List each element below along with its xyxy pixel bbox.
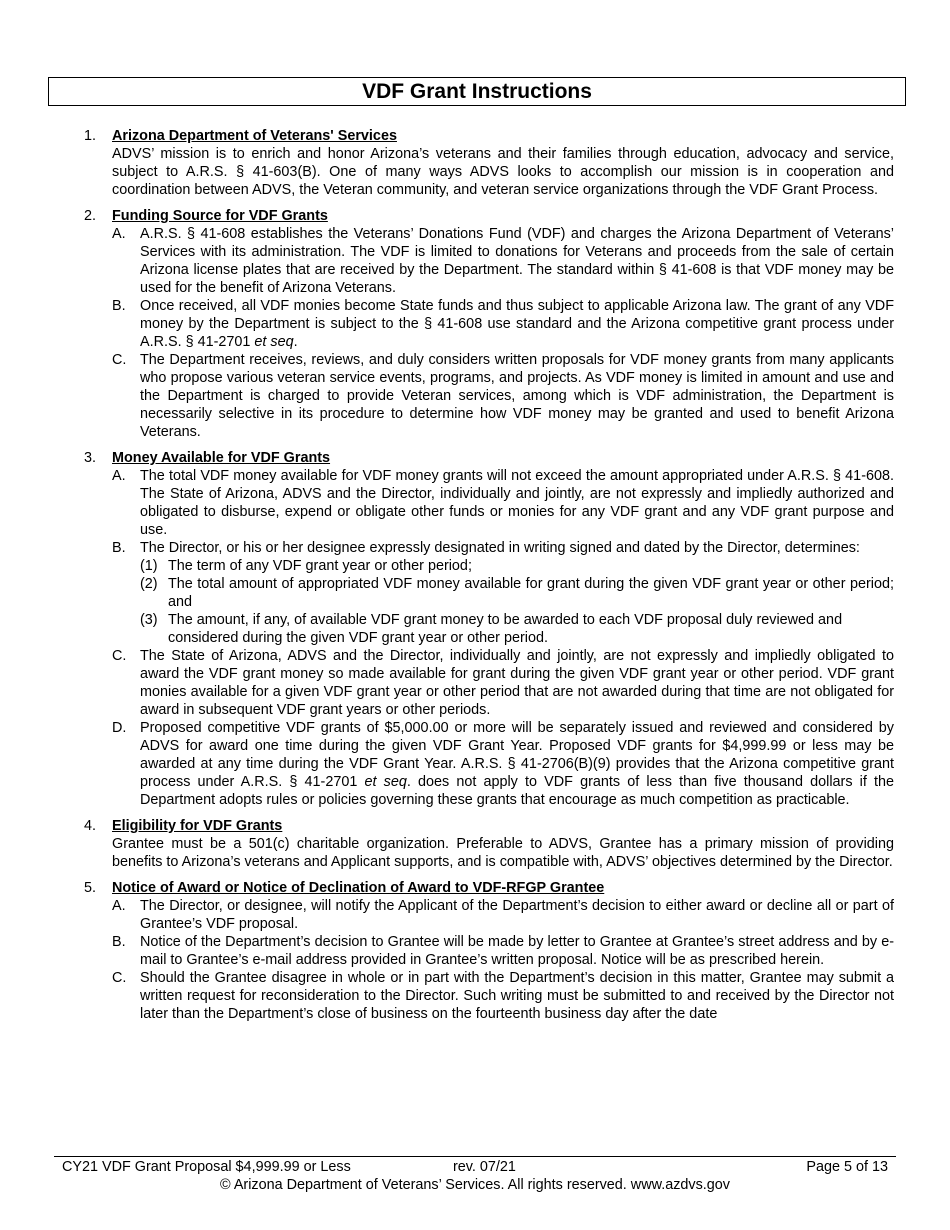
item-text: Notice of the Department’s decision to Grantee will be made by letter to Grantee at Grantee’s street address and by e-mail to Grantee’s e-mail address provided in Grantee’s written proposal. Notice will be as prescribed herein. [140, 934, 894, 968]
list-item [112, 539, 894, 647]
item-label: B. [112, 298, 126, 314]
item-text: The Department receives, reviews, and duly considers written proposals for VDF money grants from many applicants who propose various veteran service events, programs, and projects. As VDF money is limited in amount and use and the Department is charged to provide Veteran services, among which is VDF administration, the Department is necessarily selective in its procedure to determine how VDF money may be granted and used to benefit Arizona Veterans. [140, 352, 894, 440]
item-text: Once received, all VDF monies become State funds and thus subject to applicable Arizona law. The grant of any VDF money by the Department is subject to the § 41-608 use standard and the Arizona competitive grant process under A.R.S. § 41-2701 [140, 298, 894, 350]
list-item [112, 467, 894, 539]
section-1 [84, 127, 894, 199]
item-italic: et seq [254, 334, 294, 350]
section-heading: Arizona Department of Veterans' Services [112, 128, 397, 144]
list-item [112, 351, 894, 441]
page-title: VDF Grant Instructions [48, 77, 906, 106]
item-text: The State of Arizona, ADVS and the Director, individually and jointly, are not expressly and impliedly obligated to award the VDF grant money so made available for grant during the given VDF grant year or other period. VDF grant monies available for a given VDF grant year or other period that are not awarded during that time are not obligated for award in subsequent VDF grant years or other periods. [140, 648, 894, 718]
sub-item [140, 557, 894, 575]
section-3 [84, 449, 894, 809]
item-label: A. [112, 468, 126, 484]
footer-divider [54, 1156, 896, 1157]
item-label: B. [112, 934, 126, 950]
section-heading: Money Available for VDF Grants [112, 450, 331, 466]
item-tail: . does not apply to VDF grants of less than five thousand dollars if the Department adopts rules or policies governing these grants that encourage as much competition as practicable. [140, 774, 894, 808]
item-label: D. [112, 720, 127, 736]
document-body [84, 127, 894, 1031]
sub-item-label: (3) [140, 612, 158, 628]
section-number: 4. [84, 818, 97, 834]
item-label: A. [112, 226, 126, 242]
item-italic: et seq [364, 774, 407, 790]
item-text: The total VDF money available for VDF money grants will not exceed the amount appropriated under A.R.S. § 41-608. The State of Arizona, ADVS and the Director, individually and jointly, are not expressly and impliedly authorized and obligated to disburse, expend or obligate other funds or monies for any VDF grant and any VDF grant purpose and use. [140, 468, 894, 538]
section-number: 1. [84, 128, 97, 144]
list-item [112, 933, 894, 969]
footer-doc-title: CY21 VDF Grant Proposal $4,999.99 or Less [62, 1159, 351, 1175]
section-body: Grantee must be a 501(c) charitable organization. Preferable to ADVS, Grantee has a primary mission of providing benefits to Arizona’s veterans and Applicant supports, and is compatible with, ADVS’ objectives determined by the Director. [112, 836, 894, 870]
sub-item [140, 575, 894, 611]
item-label: B. [112, 540, 126, 556]
list-item [112, 647, 894, 719]
section-number: 5. [84, 880, 97, 896]
item-tail: . [293, 334, 298, 350]
section-heading: Notice of Award or Notice of Declination of Award to VDF-RFGP Grantee [112, 880, 605, 896]
item-text: A.R.S. § 41-608 establishes the Veterans’ Donations Fund (VDF) and charges the Arizona Department of Veterans’ Services with its administration. The VDF is limited to donations for Veterans and proceeds from the sale of certain Arizona license plates that are received by the Department. The standard within § 41-608 is that VDF money may be used for the benefit of Arizona Veterans. [140, 226, 894, 296]
footer-copyright: © Arizona Department of Veterans’ Services. All rights reserved. www.azdvs.gov [220, 1177, 730, 1193]
sub-item-text: The amount, if any, of available VDF grant money to be awarded to each VDF proposal duly reviewed and considered during the given VDF grant year or other period. [168, 612, 843, 646]
sub-item-label: (1) [140, 558, 158, 574]
section-heading: Eligibility for VDF Grants [112, 818, 283, 834]
sub-item-text: The term of any VDF grant year or other period; [168, 558, 472, 574]
footer-revision: rev. 07/21 [453, 1159, 516, 1175]
list-item [112, 297, 894, 351]
sub-item-label: (2) [140, 576, 158, 592]
section-2 [84, 207, 894, 441]
section-4 [84, 817, 894, 871]
list-item [112, 719, 894, 809]
item-text: Should the Grantee disagree in whole or in part with the Department’s decision in this matter, Grantee may submit a written request for reconsideration to the Director. Such writing must be submitted to and received by the Director not later than the Department’s close of business on the fourteenth business day after the date [140, 970, 894, 1022]
sub-item-text: The total amount of appropriated VDF money available for grant during the given VDF grant year or other period; and [168, 576, 894, 610]
section-number: 3. [84, 450, 97, 466]
section-heading: Funding Source for VDF Grants [112, 208, 328, 224]
item-label: C. [112, 352, 127, 368]
section-5 [84, 879, 894, 1023]
list-item [112, 897, 894, 933]
footer-page-number: Page 5 of 13 [806, 1159, 888, 1175]
item-text: The Director, or designee, will notify the Applicant of the Department’s decision to either award or decline all or part of Grantee’s VDF proposal. [140, 898, 894, 932]
item-label: C. [112, 648, 127, 664]
section-body: ADVS’ mission is to enrich and honor Arizona’s veterans and their families through education, advocacy and service, subject to A.R.S. § 41-603(B). One of many ways ADVS looks to accomplish our mission is in cooperation and coordination between ADVS, the Veteran community, and veteran service organizations through the VDF Grant Process. [112, 146, 894, 198]
section-number: 2. [84, 208, 97, 224]
list-item [112, 225, 894, 297]
item-label: A. [112, 898, 126, 914]
item-text: The Director, or his or her designee expressly designated in writing signed and dated by the Director, determines: [140, 540, 860, 556]
sub-item [140, 611, 894, 647]
list-item [112, 969, 894, 1023]
item-label: C. [112, 970, 127, 986]
item-text: Proposed competitive VDF grants of $5,000.00 or more will be separately issued and reviewed and considered by ADVS for award one time during the given VDF Grant Year. Proposed VDF grants for $4,999.99 or less may be awarded at any time during the VDF Grant Year. A.R.S. § 41-2706(B)(9) provides that the Arizona competitive grant process under A.R.S. § 41-2701 [140, 720, 894, 790]
